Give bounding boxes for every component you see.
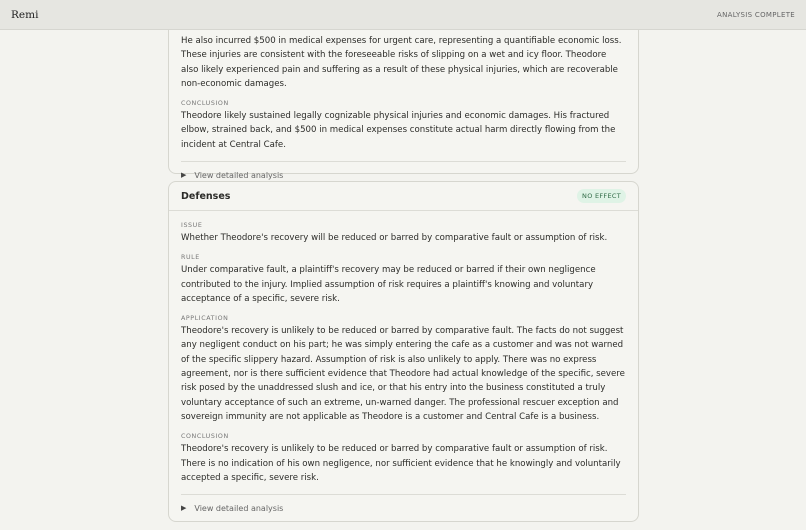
analysis-status: ANALYSIS COMPLETE xyxy=(716,10,795,19)
toggle-label: View detailed analysis xyxy=(194,170,284,180)
application-text: Theodore's recovery is unlikely to be reduced or barred by comparative fault. The facts do not suggest any negligent conduct on his part; he was simply entering the cafe as a customer and was not warned of the specific slippery hazard. Assumption of risk is also unlikely to apply. There was no express agreement, nor is there sufficient evidence that Theodore had actual knowledge of the specific, severe risk posed by the unaddressed slush and ice, or that his entry into the business constituted a truly voluntary acceptance of such an extreme, un-warned danger. The professional rescuer exception and sovereign immunity are not applicable as Theodore is a customer and Central Cafe is a business. xyxy=(181,326,625,422)
issue-label: ISSUE xyxy=(181,222,203,229)
conclusion-text: Theodore likely sustained legally cognizable physical injuries and economic damages. His fractured elbow, strained back, and $500 in medical expenses constitute actual harm directly flowing from the incident at Central Cafe. xyxy=(181,111,616,150)
conclusion-label: CONCLUSION xyxy=(181,100,229,108)
rule-label: RULE xyxy=(181,254,200,262)
triangle-right-icon: ▶ xyxy=(181,504,187,513)
app-header xyxy=(0,0,806,30)
view-detailed-analysis-toggle[interactable] xyxy=(181,495,626,521)
card-header xyxy=(169,182,638,211)
application-label: APPLICATION xyxy=(181,315,229,323)
conclusion-label: CONCLUSION xyxy=(181,433,229,441)
app-logo: Remi xyxy=(11,8,39,21)
rule-text: Under comparative fault, a plaintiff's recovery may be reduced or barred if their own negligence contributed to the injury. Implied assumption of risk requires a plaintiff's knowing and voluntary acceptance of a specific, severe risk. xyxy=(181,265,596,304)
triangle-right-icon: ▶ xyxy=(181,171,187,180)
defenses-card xyxy=(168,181,639,522)
application-text: He also incurred $500 in medical expenses for urgent care, representing a quantifiable economic loss. These injuries are consistent with the foreseeable risks of slipping on a wet and icy floor. Theodore also likely experienced pain and suffering as a result of these physical injuries, which are recoverable non-economic damages. xyxy=(181,36,622,89)
toggle-label: View detailed analysis xyxy=(194,503,284,513)
issue-text: Whether Theodore's recovery will be reduced or barred by comparative fault or assumption of risk. xyxy=(181,233,608,243)
card-title: Defenses xyxy=(181,190,231,202)
conclusion-text: Theodore's recovery is unlikely to be reduced or barred by comparative fault or assumption of risk. There is no indication of his own negligence, nor sufficient evidence that he knowingly and voluntarily accepted a specific, severe risk. xyxy=(181,444,621,483)
status-badge: NO EFFECT xyxy=(577,189,626,203)
